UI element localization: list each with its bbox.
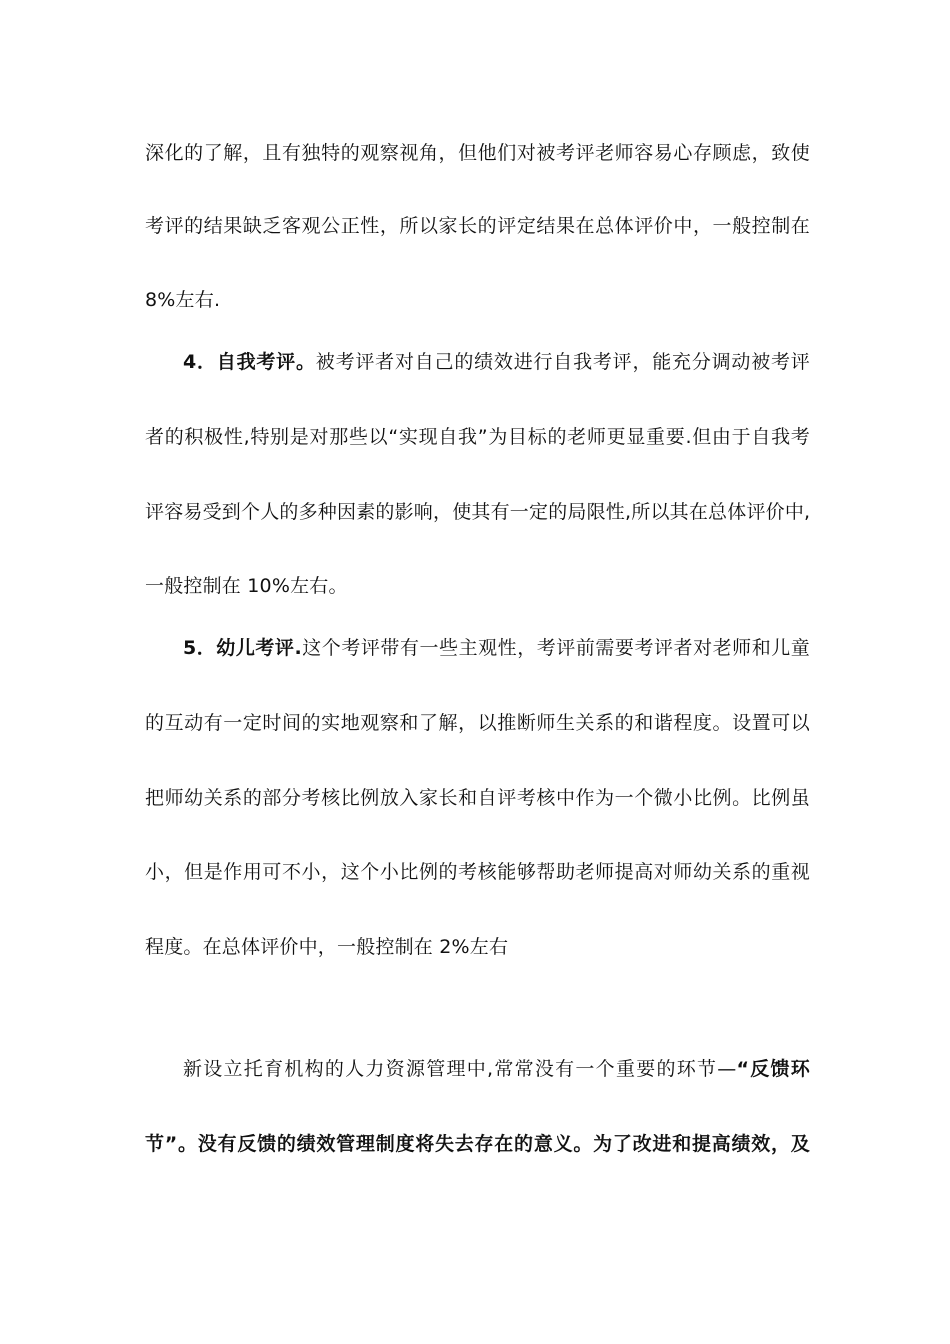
text-line: 的互动有一定时间的实地观察和了解，以推断师生关系的和谐程度。设置可以 <box>145 712 810 734</box>
text-line: 一般控制在 10%左右。 <box>145 575 348 597</box>
text-span: 被考评者对自己的绩效进行自我考评，能充分调动被考评 <box>315 351 810 373</box>
text-span: 这个考评带有一些主观性，考评前需要考评者对老师和儿童 <box>301 637 810 659</box>
text-line: 深化的了解，且有独特的观察视角，但他们对被考评老师容易心存顾虑，致使 <box>145 142 810 164</box>
emphasis-line: 节”。没有反馈的绩效管理制度将失去存在的意义。为了改进和提高绩效，及 <box>145 1133 810 1155</box>
section-heading-self-review: 4．自我考评。 <box>183 351 316 373</box>
text-line: 小，但是作用可不小，这个小比例的考核能够帮助老师提高对师幼关系的重视 <box>145 861 810 883</box>
text-line: 评容易受到个人的多种因素的影响，使其有一定的局限性,所以其在总体评价中, <box>145 501 810 523</box>
paragraph-first-line <box>183 1057 810 1081</box>
paragraph-first-line <box>183 636 810 660</box>
text-line: 8%左右. <box>145 289 221 311</box>
emphasis-text: “反馈环 <box>736 1058 810 1080</box>
paragraph-first-line <box>183 350 810 374</box>
section-heading-child-review: 5．幼儿考评. <box>183 637 302 659</box>
text-span: 新设立托育机构的人力资源管理中,常常没有一个重要的环节— <box>183 1058 737 1080</box>
text-line: 考评的结果缺乏客观公正性，所以家长的评定结果在总体评价中，一般控制在 <box>145 215 810 237</box>
text-line: 程度。在总体评价中，一般控制在 2%左右 <box>145 936 509 958</box>
text-line: 把师幼关系的部分考核比例放入家长和自评考核中作为一个微小比例。比例虽 <box>145 787 810 809</box>
text-line: 者的积极性,特别是对那些以“实现自我”为目标的老师更显重要.但由于自我考 <box>145 426 810 448</box>
